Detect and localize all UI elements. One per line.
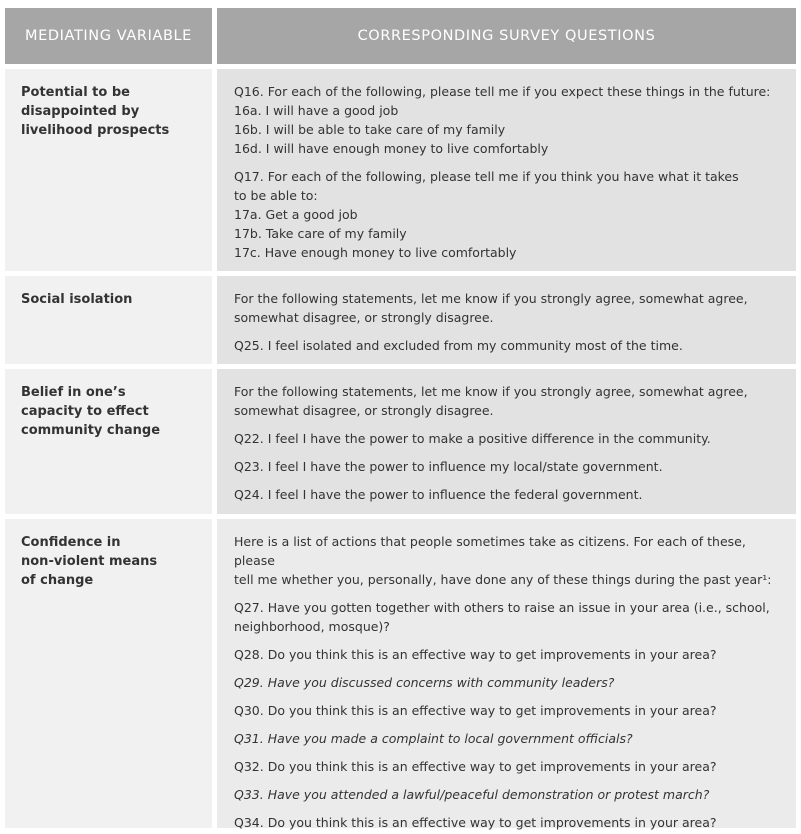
variable-label: Belief in one’s capacity to effect community change: [21, 385, 161, 438]
question-block: Here is a list of actions that people sometimes take as citizens. For each of these, please tell me whether you, personally, have done any of these things during the past year¹:: [234, 534, 772, 587]
questions-cell-row-2: [217, 276, 796, 364]
questions-cell-row-3: [217, 369, 796, 514]
variable-cell-row-1: [5, 69, 212, 271]
header-mediating-variable: MEDIATING VARIABLE: [5, 8, 212, 64]
variable-cell-row-2: [5, 276, 212, 364]
question-block-italic: Q29. Have you discussed concerns with community leaders?: [234, 675, 615, 690]
question-block: Q30. Do you think this is an effective way to get improvements in your area?: [234, 703, 717, 718]
question-block: Q22. I feel I have the power to make a positive difference in the community.: [234, 431, 711, 446]
question-block: Q16. For each of the following, please tell me if you expect these things in the future: 16a. I will have a good job 16b. I will be able to take care of my family 16d. I will have enough money to live comfortably: [234, 84, 771, 156]
question-block: Q24. I feel I have the power to influence the federal government.: [234, 487, 643, 502]
questions-cell-row-1: [217, 69, 796, 271]
question-block: Q34. Do you think this is an effective way to get improvements in your area?: [234, 815, 717, 830]
questions-cell-row-4: [217, 519, 796, 828]
question-block: Q28. Do you think this is an effective way to get improvements in your area?: [234, 647, 717, 662]
variable-cell-row-3: [5, 369, 212, 514]
question-block: For the following statements, let me know if you strongly agree, somewhat agree, somewhat disagree, or strongly disagree.: [234, 291, 748, 325]
question-block: Q17. For each of the following, please tell me if you think you have what it takes to be able to: 17a. Get a good job 17b. Take care of my family 17c. Have enough money to live comfortably: [234, 169, 739, 260]
variable-cell-row-4: [5, 519, 212, 828]
question-block: For the following statements, let me know if you strongly agree, somewhat agree, somewhat disagree, or strongly disagree.: [234, 384, 748, 418]
question-block-italic: Q31. Have you made a complaint to local government officials?: [234, 731, 633, 746]
question-block: Q27. Have you gotten together with others to raise an issue in your area (i.e., school, neighborhood, mosque)?: [234, 600, 770, 634]
question-block: Q25. I feel isolated and excluded from my community most of the time.: [234, 338, 683, 353]
variable-label: Social isolation: [21, 292, 133, 307]
question-block: Q32. Do you think this is an effective way to get improvements in your area?: [234, 759, 717, 774]
question-block-italic: Q33. Have you attended a lawful/peaceful demonstration or protest march?: [234, 787, 710, 802]
question-block: Q23. I feel I have the power to influence my local/state government.: [234, 459, 663, 474]
header-survey-questions: CORRESPONDING SURVEY QUESTIONS: [217, 8, 796, 64]
variable-label: Confidence in non-violent means of change: [21, 535, 158, 588]
variable-label: Potential to be disappointed by livelihood prospects: [21, 85, 170, 138]
